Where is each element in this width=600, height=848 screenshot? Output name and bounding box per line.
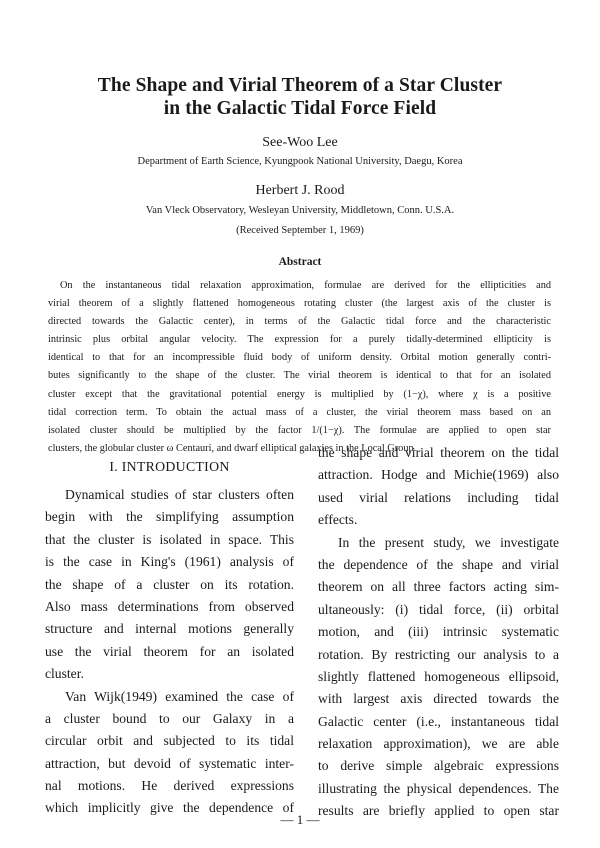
abstract-line: virial theorem of a slightly flattened homogeneous rotating cluster (the largest axis of the cluster is [48, 298, 551, 310]
abstract-line: tidal correction term. To obtain the actual mass of a cluster, the virial theorem mass based on an [48, 406, 551, 418]
body-line: the shape and virial theorem on the tidal [318, 445, 559, 460]
title-line-1: The Shape and Virial Theorem of a Star Cluster [97, 75, 503, 96]
body-line: Dynamical studies of star clusters often [65, 487, 294, 502]
body-line: attraction, but devoid of systematic inter- [45, 755, 294, 771]
abstract-line: intrinsic plus orbital angular velocity. The expression for a purely tidally-determined ellipticity is [48, 334, 551, 346]
title-line-2: in the Galactic Tidal Force Field [163, 98, 437, 119]
abstract-line: directed towards the Galactic center), in terms of the Galactic tidal force and the characteristic [48, 316, 551, 328]
paper-title [40, 74, 560, 120]
body-line: results are briefly applied to open star [318, 803, 559, 819]
body-line: nal motions. He derived expressions [45, 778, 294, 794]
body-line: begin with the simplifying assumption [45, 509, 294, 525]
abstract-line: clusters, the globular cluster ω Centauri, and dwarf elliptical galaxies in the Local Group. [48, 442, 417, 454]
body-line: is the case in King's (1961) analysis of [45, 554, 294, 570]
body-line: used virial relations including tidal [318, 489, 559, 505]
body-line: relaxation approximation), we are able [318, 736, 559, 752]
body-line: the shape of a cluster on its rotation. [45, 576, 294, 592]
abstract-line: butes significantly to the shape of the cluster. The virial theorem is identical to that for an isolated [48, 370, 551, 382]
abstract-heading: Abstract [278, 256, 322, 268]
body-line: the dependence of the shape and virial [318, 556, 559, 572]
body-line: slightly flattened homogeneous ellipsoid, [318, 668, 559, 684]
body-line: theorem on all three factors acting sim- [318, 579, 559, 595]
body-line: Also mass determinations from observed [45, 598, 294, 614]
body-line: to derive simple algebraic expressions [318, 758, 559, 774]
body-line: attraction. Hodge and Michie(1969) also [318, 467, 559, 483]
page-number: — 1 — [280, 812, 320, 827]
abstract-line: isolated cluster should be multiplied by the factor 1/(1−χ). The formulae are applied to open star [48, 424, 551, 436]
body-line: In the present study, we investigate [338, 534, 559, 550]
abstract-line: cluster except that the gravitational potential energy is multiplied by (1−χ), where χ is a positive [48, 388, 551, 400]
abstract-body [48, 277, 551, 458]
body-line: circular orbit and subjected to its tidal [45, 733, 294, 749]
body-line: a cluster bound to our Galaxy in a [45, 710, 294, 726]
author-affiliation-1: Department of Earth Science, Kyungpook National University, Daegu, Korea [137, 156, 463, 167]
body-column-right [318, 442, 559, 823]
body-line: rotation. By restricting our analysis to a [318, 646, 559, 662]
author-affiliation-2: Van Vleck Observatory, Wesleyan University, Middletown, Conn. U.S.A. [145, 205, 455, 216]
body-line: that the cluster is isolated in space. This [45, 531, 294, 547]
body-line: with largest axis directed towards the [318, 691, 559, 707]
section-heading-introduction: I. INTRODUCTION [109, 459, 230, 474]
body-column-left [45, 484, 294, 820]
body-line: use the virial theorem for an isolated [45, 643, 294, 659]
body-line: cluster. [45, 666, 84, 682]
received-date: (Received September 1, 1969) [236, 225, 364, 236]
body-line: motion, and (iii) intrinsic systematic [318, 624, 559, 640]
body-line: structure and internal motions generally [45, 621, 294, 637]
body-line: illustrating the physical dependences. The [318, 780, 559, 796]
abstract-line: identical to that for an incompressible fluid body of uniform density. Orbital motion generally contri- [48, 352, 551, 364]
body-line: ultaneously: (i) tidal force, (ii) orbital [318, 601, 559, 617]
body-line: Galactic center (i.e., instantaneous tidal [318, 713, 559, 729]
body-line: which implicitly give the dependence of [45, 800, 294, 816]
body-line: Van Wijk(1949) examined the case of [65, 688, 294, 704]
author-name-1: See-Woo Lee [262, 135, 338, 150]
abstract-line: On the instantaneous tidal relaxation approximation, formulae are derived for the ellipticities and [60, 280, 551, 291]
body-line: effects. [318, 512, 358, 528]
author-name-2: Herbert J. Rood [255, 183, 345, 198]
